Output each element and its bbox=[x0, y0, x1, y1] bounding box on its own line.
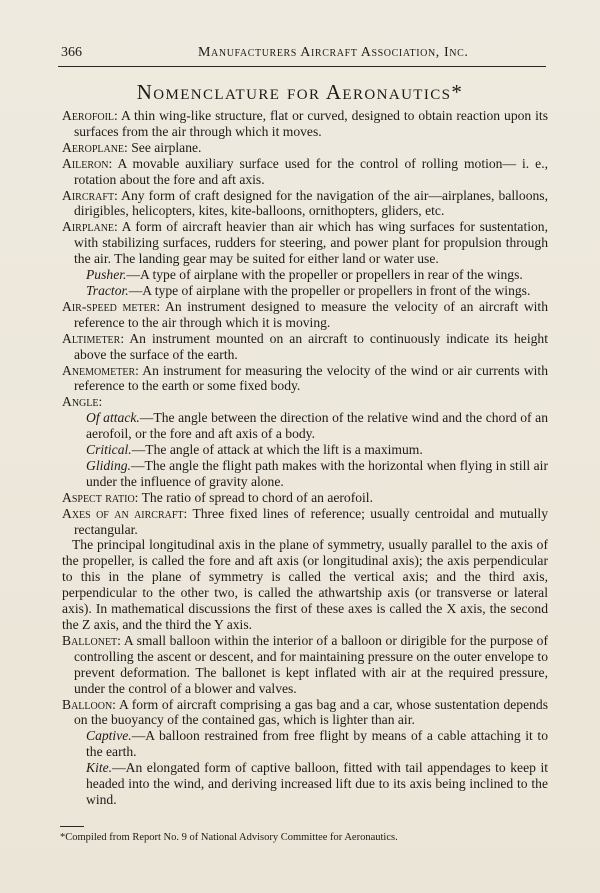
glossary bbox=[62, 108, 548, 808]
page-title: Nomenclature for Aeronautics* bbox=[136, 80, 464, 104]
glossary-subentry bbox=[62, 458, 548, 490]
entry-text: An instrument mounted on an aircraft to continuously indicate its height above the surface of the earth. bbox=[74, 330, 548, 362]
page-header bbox=[58, 44, 546, 67]
entry-term: Air-speed meter: bbox=[62, 298, 161, 314]
entry-term: Airplane: bbox=[62, 219, 118, 235]
glossary-entry bbox=[62, 697, 548, 729]
glossary-entry bbox=[62, 299, 548, 331]
footnote-rule bbox=[60, 826, 84, 827]
glossary-entry bbox=[62, 331, 548, 363]
entry-text: A thin wing-like structure, flat or curved, designed to obtain reaction upon its surfaces from the air through which it moves. bbox=[74, 108, 548, 139]
subentry-text: —The angle the flight path makes with the horizontal when flying in still air under the influence of gravity alone. bbox=[86, 457, 548, 489]
glossary-entry bbox=[62, 188, 548, 220]
glossary-subentry bbox=[62, 267, 548, 283]
entry-term: Anemometer: bbox=[62, 362, 139, 378]
entry-term: Balloon: bbox=[62, 696, 116, 712]
footnote: *Compiled from Report No. 9 of National Advisory Committee for Aeronautics. bbox=[60, 832, 398, 843]
glossary-entry bbox=[62, 506, 548, 538]
subentry-term: Of attack. bbox=[86, 410, 140, 426]
entry-term: Aircraft: bbox=[62, 187, 118, 203]
subentry-term: Gliding. bbox=[86, 457, 131, 473]
entry-term: Aspect ratio: bbox=[62, 489, 139, 505]
entry-text: An instrument for measuring the velocity of the wind or air currents with reference to the earth or some fixed body. bbox=[74, 362, 548, 394]
entry-text: An instrument designed to measure the velocity of an aircraft with reference to the air through which it is moving. bbox=[74, 298, 549, 330]
subentry-text: —A type of airplane with the propeller or propellers in front of the wings. bbox=[128, 282, 531, 298]
glossary-subentry bbox=[62, 410, 548, 442]
page-number: 366 bbox=[61, 45, 82, 60]
entry-text: The ratio of spread to chord of an aerofoil. bbox=[138, 489, 373, 505]
subentry-term: Tractor. bbox=[86, 282, 129, 298]
glossary-entry bbox=[62, 219, 548, 267]
entry-term: Aerofoil: bbox=[62, 108, 118, 123]
glossary-entry bbox=[62, 633, 548, 697]
entry-text: Any form of craft designed for the navigation of the air—airplanes, balloons, dirigibles, helicopters, kites, kite-balloons, ornithopters, gliders, etc. bbox=[74, 187, 548, 219]
entry-text: A form of aircraft comprising a gas bag and a car, whose sustentation depends on the buoyancy of the contained gas, which is lighter than air. bbox=[74, 696, 548, 728]
subentry-text: —The angle of attack at which the lift is a maximum. bbox=[131, 442, 423, 458]
entry-text: A small balloon within the interior of a balloon or dirigible for the purpose of controlling the ascent or descent, and for maintaining pressure on the outer envelope to prevent deformation. The ballonet is kept inflated with air at the required pressure, under the control of a blower and valves. bbox=[74, 632, 548, 696]
entry-text: See airplane. bbox=[127, 139, 202, 155]
glossary-subentry bbox=[62, 442, 548, 458]
subentry-term: Captive. bbox=[86, 728, 132, 744]
entry-term: Axes of an aircraft: bbox=[62, 505, 188, 521]
glossary-subentry bbox=[62, 760, 548, 808]
entry-term: Angle: bbox=[62, 394, 103, 410]
glossary-entry bbox=[62, 156, 548, 188]
subentry-text: —A type of airplane with the propeller or propellers in rear of the wings. bbox=[126, 267, 523, 283]
subentry-term: Critical. bbox=[86, 442, 132, 458]
glossary-paragraph: The principal longitudinal axis in the plane of symmetry, usually parallel to the axis of the propeller, is called the fore and aft axis (or longitudinal axis); the axis perpendicular to this in the plane of symmetry is called the vertical axis; and the third axis, perpendicular to the other two, is called the athwartship axis (or transverse or lateral axis). In mathematical discussions the first of these axes is called the X axis, the second the Z axis, and the third the Y axis. bbox=[62, 537, 548, 632]
running-head: Manufacturers Aircraft Association, Inc. bbox=[198, 45, 469, 60]
entry-term: Aileron: bbox=[62, 155, 113, 171]
glossary-entry bbox=[62, 363, 548, 395]
subentry-text: —The angle between the direction of the relative wind and the chord of an aerofoil, or the fore and aft axis of a body. bbox=[86, 410, 548, 442]
subentry-term: Pusher. bbox=[86, 267, 127, 283]
entry-text: Three fixed lines of reference; usually centroidal and mutually rectangular. bbox=[74, 505, 548, 537]
glossary-subentry bbox=[62, 283, 548, 299]
glossary-entry bbox=[62, 108, 548, 140]
glossary-entry bbox=[62, 140, 548, 156]
glossary-subentry bbox=[62, 728, 548, 760]
entry-term: Altimeter: bbox=[62, 330, 125, 346]
subentry-text: —A balloon restrained from free flight by means of a cable attaching it to the earth. bbox=[86, 728, 548, 760]
entry-term: Ballonet: bbox=[62, 632, 121, 648]
glossary-entry bbox=[62, 490, 548, 506]
entry-term: Aeroplane: bbox=[62, 139, 128, 155]
subentry-term: Kite. bbox=[86, 760, 113, 776]
entry-text: A movable auxiliary surface used for the control of rolling motion— i. e., rotation about the fore and aft axis. bbox=[74, 155, 548, 187]
glossary-entry bbox=[62, 394, 548, 410]
entry-text: A form of aircraft heavier than air which has wing surfaces for sustentation, with stabilizing surfaces, rudders for steering, and power plant for propulsion through the air. The landing gear may be suited for either land or water use. bbox=[74, 219, 548, 267]
subentry-text: —An elongated form of captive balloon, fitted with tail appendages to keep it headed into the wind, and deriving increased lift due to its axis being inclined to the wind. bbox=[86, 760, 548, 807]
